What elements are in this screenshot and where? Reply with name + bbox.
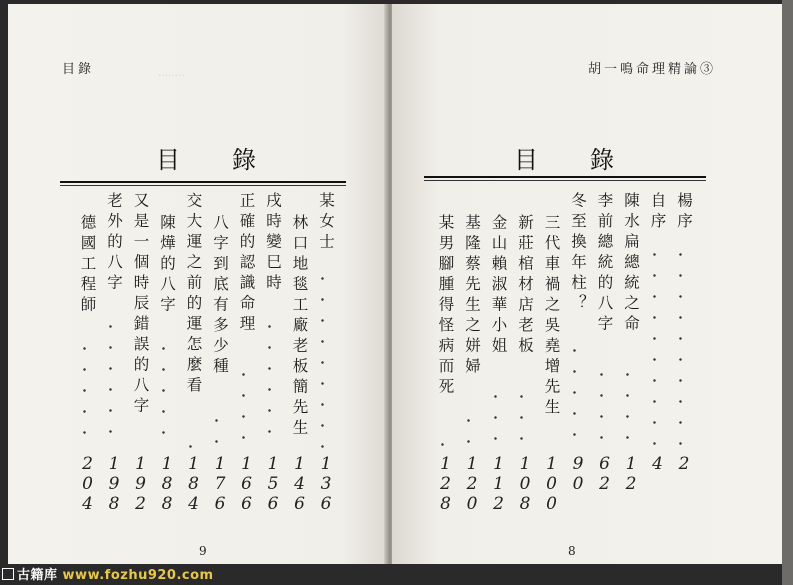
toc-leader-dots — [441, 434, 444, 450]
toc-entry-title: 金山賴淑華小姐 — [489, 214, 508, 358]
right-title-rule — [424, 176, 706, 178]
toc-page-number: 1 8 4 — [188, 454, 199, 514]
toc-page-number: 1 2 8 — [440, 454, 451, 514]
toc-page-number: 1 6 6 — [241, 454, 252, 514]
page-stack-edge — [782, 0, 793, 585]
toc-page-number: 1 5 6 — [267, 454, 279, 514]
toc-leader-dots — [268, 316, 271, 450]
left-toc-entry[interactable] — [182, 192, 206, 514]
bleed-through-text: ‥‥‥‥ — [158, 68, 185, 79]
toc-page-number: 1 0 8 — [519, 454, 531, 514]
toc-page-number: 1 9 8 — [108, 454, 120, 514]
right-toc-entry[interactable] — [460, 192, 484, 514]
right-toc-entry[interactable] — [487, 192, 511, 514]
left-toc-entry[interactable] — [235, 192, 259, 514]
toc-page-number: 1 2 — [625, 454, 637, 494]
left-toc-entry[interactable] — [129, 192, 153, 514]
toc-page-number: 2 0 4 — [82, 454, 93, 514]
toc-page-number: 1 3 6 — [320, 454, 332, 514]
toc-entry-title: 楊序 — [675, 192, 693, 233]
toc-entry-title: 三代車禍之吳堯增先生 — [542, 214, 561, 419]
toc-page-number: 1 0 0 — [546, 454, 557, 514]
toc-page-number: 6 2 — [599, 454, 610, 494]
toc-entry-title: 林口地毯工廠老板簡先生 — [290, 214, 309, 440]
toc-entry-title: 德國工程師 — [78, 214, 97, 317]
toc-leader-dots — [162, 338, 165, 450]
toc-entry-title: 戌時變巳時 — [264, 192, 282, 295]
right-toc-entry[interactable] — [434, 192, 458, 514]
left-title-rule-thin — [60, 185, 346, 186]
toc-page-number: 1 9 2 — [135, 454, 146, 514]
left-toc-entry[interactable] — [76, 192, 100, 514]
left-page — [8, 4, 388, 564]
toc-page-number: 1 1 2 — [493, 454, 504, 514]
toc-entry-title: 李前總統的八字 — [595, 192, 614, 336]
right-title-rule-thin — [424, 180, 706, 181]
toc-leader-dots — [215, 410, 218, 450]
watermark — [2, 564, 214, 583]
right-page — [392, 4, 782, 564]
right-toc-entry[interactable] — [513, 192, 537, 514]
toc-entry-title: 陳燁的八字 — [158, 214, 176, 317]
left-toc-entry[interactable] — [208, 192, 232, 514]
toc-entry-title: 新莊棺材店老板 — [516, 214, 534, 358]
toc-leader-dots — [242, 364, 245, 450]
right-toc-entry[interactable] — [593, 192, 617, 494]
toc-entry-title: 基隆蔡先生之姘婦 — [463, 214, 481, 378]
left-folio: 9 — [199, 544, 207, 558]
watermark-url: www.fozhu920.com — [62, 568, 214, 583]
toc-page-number: 1 8 8 — [161, 454, 173, 514]
right-toc-entry[interactable] — [566, 192, 590, 494]
toc-entry-title: 自序 — [648, 192, 667, 233]
right-toc-entry[interactable] — [619, 192, 643, 494]
toc-leader-dots — [109, 316, 112, 450]
toc-leader-dots — [520, 386, 523, 450]
toc-page-number: 2 — [678, 454, 690, 474]
toc-leader-dots — [573, 340, 576, 450]
toc-entry-title: 交大運之前的運怎麼看 — [184, 192, 203, 397]
right-page-title: 目錄 — [514, 146, 666, 174]
left-toc-entry[interactable] — [261, 192, 285, 514]
left-toc-entry[interactable] — [314, 192, 338, 514]
toc-entry-title: 某男腳腫得怪病而死 — [436, 214, 455, 399]
right-toc-entry[interactable] — [646, 192, 670, 474]
toc-entry-title: 八字到底有多少種 — [211, 214, 229, 378]
toc-page-number: 9 0 — [572, 454, 584, 494]
left-running-head: 目錄 — [62, 62, 95, 77]
toc-leader-dots — [679, 244, 682, 450]
left-page-title: 目錄 — [156, 146, 308, 174]
left-title-rule — [60, 181, 346, 183]
left-toc-entry[interactable] — [155, 192, 179, 514]
right-toc-entry[interactable] — [540, 192, 564, 514]
toc-leader-dots — [626, 364, 629, 450]
toc-page-number: 4 — [652, 454, 663, 474]
left-toc-entry[interactable] — [288, 192, 312, 514]
watermark-site: 古籍库 — [17, 568, 58, 583]
toc-entry-title: 又是一個時辰錯誤的八字 — [131, 192, 150, 418]
toc-entry-title: 某女士 — [317, 192, 335, 254]
toc-entry-title: 老外的八字 — [105, 192, 123, 295]
right-running-head: 胡一鳴命理精論③ — [588, 62, 717, 77]
right-folio: 8 — [568, 544, 576, 558]
toc-page-number: 1 7 6 — [214, 454, 226, 514]
toc-entry-title: 正確的認識命理 — [237, 192, 256, 336]
right-toc-entry[interactable] — [672, 192, 696, 474]
left-toc-entry[interactable] — [102, 192, 126, 514]
toc-leader-dots — [494, 386, 497, 450]
toc-leader-dots — [653, 244, 656, 450]
toc-leader-dots — [321, 268, 324, 450]
seal-icon — [2, 568, 14, 580]
toc-leader-dots — [467, 410, 470, 450]
toc-page-number: 1 2 0 — [466, 454, 478, 514]
toc-page-number: 1 4 6 — [294, 454, 305, 514]
toc-entry-title: 陳水扁總統之命 — [622, 192, 640, 336]
toc-entry-title: 冬至換年柱？ — [569, 192, 587, 315]
toc-leader-dots — [83, 338, 86, 450]
toc-leader-dots — [189, 436, 192, 450]
toc-leader-dots — [600, 364, 603, 450]
